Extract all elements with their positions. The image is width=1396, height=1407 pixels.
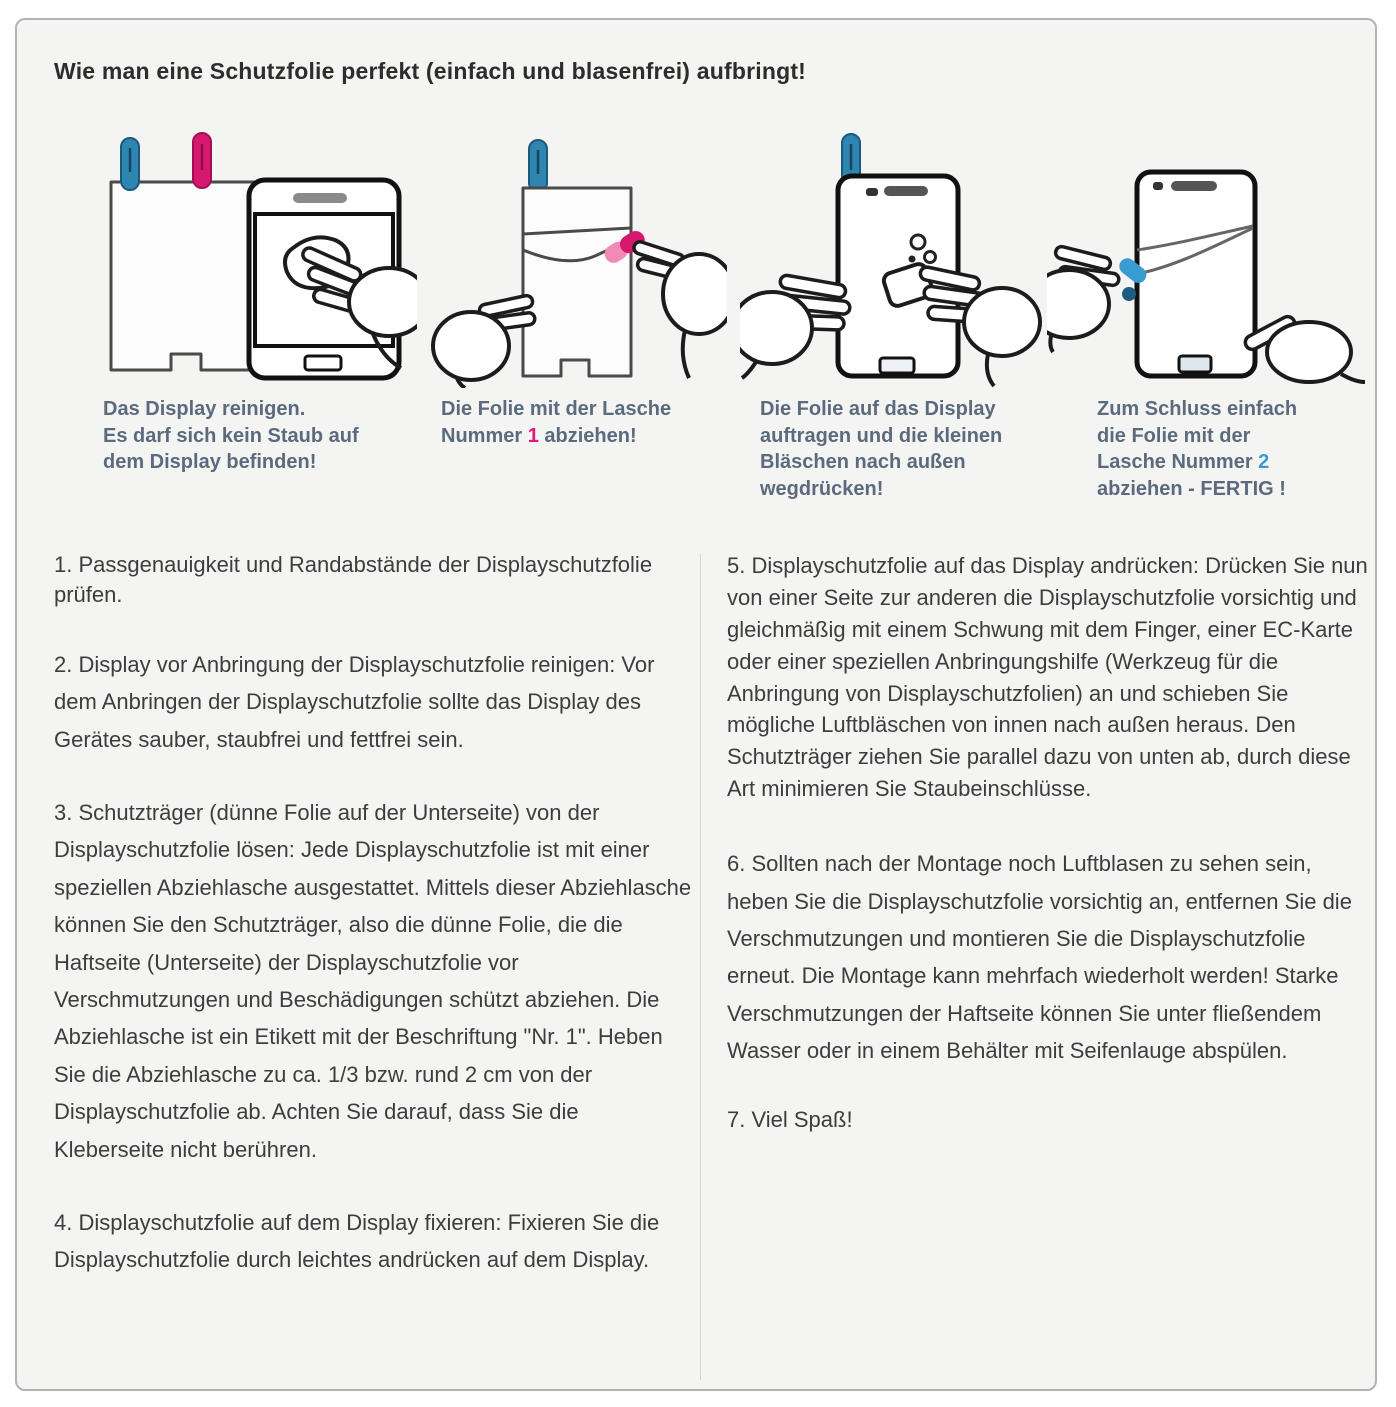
caption-line: dem Display befinden!: [103, 451, 317, 474]
caption-line: Zum Schluss einfach: [1097, 398, 1298, 420]
instruction-step-3: 3. Schutzträger (dünne Folie auf der Unterseite) von der Displayschutzfolie lösen: Jede Displayschutzfolie ist mit einer speziellen Abziehlasche ausgestattet. Mittels dieser Abziehlasche können Sie den Schutzträger, also die dünne Folie, die die Haftseite (Unterseite) der Displayschutzfolie vor Verschmutzungen und Beschädigungen schützt abziehen. Die Abziehlasche ist ein Etikett mit der Beschriftung "Nr. 1". Heben Sie die Abziehlasche zu ca. 1/3 bzw. rund 2 cm von der Displayschutzfolie ab. Achten Sie darauf, dass Sie die Kleberseite nicht berühren.: [54, 799, 692, 1162]
caption-line: Lasche Nummer: [1097, 451, 1259, 474]
column-divider: [700, 554, 701, 1380]
film-sheet: [111, 182, 269, 370]
caption-step-apply: [740, 396, 1055, 502]
caption-step-clean: [97, 396, 422, 476]
caption-line: abziehen - FERTIG !: [1097, 477, 1286, 500]
left-hand-icon: [1047, 245, 1120, 352]
caption-line: Das Display reinigen.: [103, 398, 306, 420]
film-sheet: [523, 188, 631, 376]
caption-step-peel-2: [1047, 396, 1377, 502]
caption-line: die Folie mit der: [1097, 424, 1251, 447]
step-panel-peel-tab-1: [427, 130, 727, 449]
blue-tab-icon: [121, 138, 139, 190]
phone-illustration: [1137, 172, 1255, 376]
instruction-card: [15, 18, 1377, 1391]
instruction-step-7: 7. Viel Spaß!: [727, 1107, 853, 1133]
page-title: Wie man eine Schutzfolie perfekt (einfach und blasenfrei) aufbringt!: [54, 58, 807, 84]
peel-tab-1-illustration: [427, 130, 727, 388]
caption-line: auftragen und die kleinen: [760, 424, 1003, 447]
caption-line: wegdrücken!: [760, 477, 884, 500]
caption-step-peel-1: [427, 396, 727, 449]
instruction-step-4: 4. Displayschutzfolie auf dem Display fixieren: Fixieren Sie die Displayschutzfolie durch leichtes andrücken auf dem Display.: [54, 1209, 660, 1273]
caption-line: abziehen!: [538, 424, 637, 447]
instructions-left-column: [54, 550, 694, 1315]
caption-line: Die Folie mit der Lasche: [441, 398, 672, 420]
step-panel-apply-film: [740, 130, 1055, 502]
peel-tab-2-illustration: [1047, 130, 1377, 388]
right-hand-icon: [632, 240, 727, 378]
caption-line: Die Folie auf das Display: [760, 398, 996, 420]
step-panel-clean-display: [97, 130, 422, 476]
tab-number-1: 1: [527, 424, 539, 447]
caption-line: Nummer: [441, 424, 528, 447]
instructions-right-column: [727, 550, 1375, 1171]
caption-line: Es darf sich kein Staub auf: [103, 424, 359, 447]
left-hand-icon: [740, 274, 850, 378]
apply-film-illustration: [740, 130, 1060, 388]
caption-line: Bläschen nach außen: [760, 451, 966, 474]
instruction-step-1: 1. Passgenauigkeit und Randabstände der Displayschutzfolie prüfen.: [54, 552, 653, 607]
pink-tab-icon: [193, 133, 211, 188]
right-hand-icon: [1243, 314, 1365, 382]
instruction-step-2: 2. Display vor Anbringung der Displayschutzfolie reinigen: Vor dem Anbringen der Displayschutzfolie sollte das Display des Gerätes sauber, staubfrei und fettfrei sein.: [54, 651, 655, 752]
left-hand-icon: [433, 295, 536, 388]
tab-number-2: 2: [1258, 451, 1270, 474]
clean-display-illustration: [97, 130, 417, 388]
instruction-step-5: 5. Displayschutzfolie auf das Display andrücken: Drücken Sie nun von einer Seite zur anderen die Displayschutzfolie vorsichtig und gleichmäßig mit einem Schwung mit dem Finger, einer EC-Karte oder einer speziellen Anbringungshilfe (Werkzeug für die Anbringung von Displayschutzfolien) an und schieben Sie mögliche Luftbläschen von innen nach außen heraus. Den Schutzträger ziehen Sie parallel dazu von unten ab, durch diese Art minimieren Sie Staubeinschlüsse.: [727, 553, 1368, 802]
instruction-step-6: 6. Sollten nach der Montage noch Luftblasen zu sehen sein, heben Sie die Displayschutzfolie vorsichtig an, entfernen Sie die Verschmutzungen und montieren Sie die Displayschutzfolie erneut. Die Montage kann mehrfach wiederholt werden! Starke Verschmutzungen der Haftseite können Sie unter fließendem Wasser oder in einem Behälter mit Seifenlauge abspülen.: [727, 851, 1352, 1064]
blue-tab-icon: [529, 140, 547, 192]
step-panel-peel-tab-2: [1047, 130, 1377, 502]
